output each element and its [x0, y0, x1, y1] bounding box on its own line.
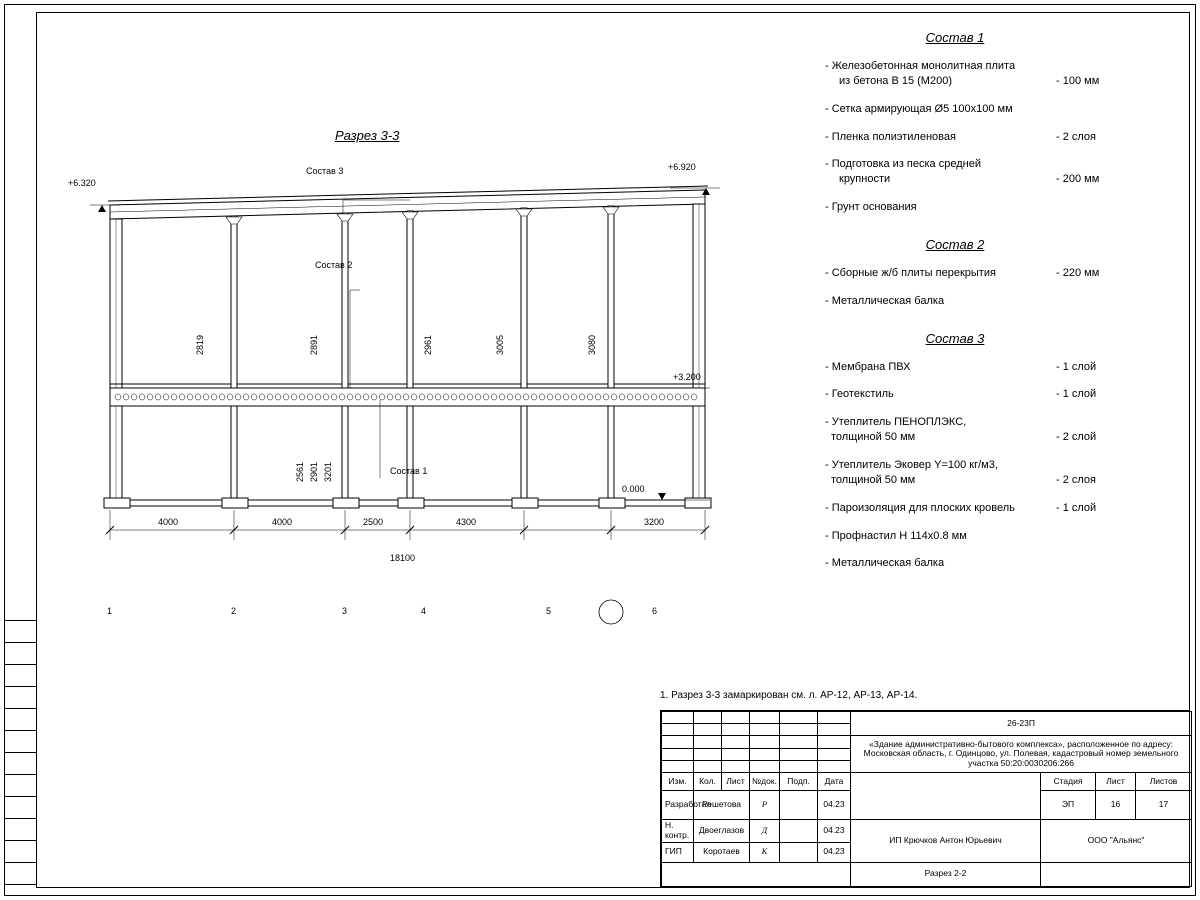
spec-row [825, 360, 1175, 375]
rev-cell [662, 712, 694, 724]
spec-block-1-title: Состав 1 [925, 30, 985, 45]
rev-cell [818, 760, 851, 772]
spec-item-name: - Металлическая балка [825, 557, 945, 570]
span-dim-1: 4000 [158, 517, 179, 527]
spec-item-value: - 2 слоя [1056, 130, 1097, 143]
rev-cell [818, 724, 851, 736]
spec-row [825, 59, 1175, 89]
spec-row [825, 529, 1175, 544]
name-norm-control: Двоеглазов [694, 819, 750, 842]
spec-item-line1: - Утеплитель ПЕНОПЛЭКС, [825, 416, 967, 429]
rev-cell [780, 712, 818, 724]
role-norm-control: Н. контр. [662, 819, 694, 842]
level-mark-zero: 0.000 [622, 484, 645, 494]
spec-block-2-title: Состав 2 [925, 236, 985, 252]
revision-box [4, 819, 36, 841]
rev-cell [722, 736, 750, 748]
label-sostav-3: Состав 3 [306, 166, 344, 176]
rev-cell [722, 712, 750, 724]
spec-item-value [1056, 294, 1146, 309]
section-drawing [60, 100, 760, 616]
span-dim-5: 3200 [644, 517, 665, 527]
rev-cell [662, 724, 694, 736]
spec-row [825, 130, 1175, 145]
rev-cell [780, 736, 818, 748]
title-block-table [661, 711, 1192, 887]
title-block [660, 710, 1190, 888]
level-mark-left: +6.320 [68, 178, 96, 188]
spec-item-value [1056, 200, 1146, 215]
name-gip: Коротаев [694, 842, 750, 862]
left-margin-revision-boxes [4, 620, 36, 892]
rev-cell [750, 712, 780, 724]
height-upper-1: 2819 [195, 334, 205, 355]
height-lower-1: 2561 [295, 461, 305, 482]
spec-item-value: - 2 слоя [1056, 473, 1097, 486]
height-upper-4: 3005 [495, 334, 505, 355]
date-developer: 04.23 [818, 790, 851, 819]
spec-item-line2: из бетона В 15 (М200) [839, 74, 952, 87]
height-upper-2: 2891 [309, 334, 319, 355]
revision-box [4, 665, 36, 687]
spec-item-line1: - Утеплитель Эковер Y=100 кг/м3, [825, 458, 998, 471]
height-upper-5: 3080 [587, 334, 597, 355]
rev-cell [750, 736, 780, 748]
rev-cell [662, 748, 694, 760]
spec-block-3-title: Состав 3 [925, 330, 985, 346]
date-norm-control: 04.23 [818, 819, 851, 842]
customer-name: ИП Крючков Антон Юрьевич [851, 819, 1041, 862]
spec-row [825, 102, 1175, 117]
revision-box [4, 775, 36, 797]
drawing-note: 1. Разрез 3-3 замаркирован см. л. АР-12, АР-13, АР-14. [660, 690, 918, 701]
rev-cell [818, 712, 851, 724]
axis-label-1: 1 [107, 606, 113, 616]
spec-item-name: - Мембрана ПВХ [825, 360, 911, 373]
spec-item-value: - 220 мм [1056, 266, 1100, 279]
blank-cell [780, 790, 818, 819]
rev-cell [750, 760, 780, 772]
revision-box [4, 863, 36, 885]
rev-cell [662, 736, 694, 748]
organization-name: ООО "Альянс" [1041, 819, 1192, 862]
header-lists-total: Листов [1136, 773, 1192, 791]
revision-box [4, 841, 36, 863]
axis-label-5: 5 [546, 606, 552, 616]
spec-item-name: - Сетка армирующая Ø5 100х100 мм [825, 102, 1013, 115]
role-developer: Разработал [662, 790, 694, 819]
spec-item-name [825, 458, 1056, 488]
blank-cell [851, 773, 1041, 820]
project-code: 26-23П [851, 712, 1192, 736]
spec-item-name [825, 59, 1056, 89]
span-dim-2: 4000 [272, 517, 293, 527]
spec-row [825, 157, 1175, 187]
level-mark-mid: +3.200 [673, 372, 701, 382]
spec-row [825, 200, 1175, 215]
rev-cell [694, 748, 722, 760]
spec-item-name: - Грунт основания [825, 201, 917, 214]
rev-cell [780, 748, 818, 760]
revision-box [4, 687, 36, 709]
blank-cell [662, 862, 851, 886]
revision-box [4, 621, 36, 643]
header-data: Дата [818, 773, 851, 791]
header-izm: Изм. [662, 773, 694, 791]
spec-item-name: - Сборные ж/б плиты перекрытия [825, 266, 996, 279]
header-podp: Подп. [780, 773, 818, 791]
revision-box [4, 731, 36, 753]
stage-value: ЭП [1041, 790, 1096, 819]
header-ndok: №док. [750, 773, 780, 791]
spec-row [825, 387, 1175, 402]
axis-label-3: 3 [342, 606, 348, 616]
signature-gip: К [750, 842, 780, 862]
rev-cell [750, 748, 780, 760]
height-upper-3: 2961 [423, 334, 433, 355]
level-mark-right: +6.920 [668, 162, 696, 172]
name-developer: Решетова [694, 790, 750, 819]
list-value: 16 [1096, 790, 1136, 819]
date-gip: 04.23 [818, 842, 851, 862]
blank-cell [1041, 862, 1192, 886]
height-lower-3: 3201 [323, 461, 333, 482]
spec-row [825, 458, 1175, 488]
role-gip: ГИП [662, 842, 694, 862]
spec-item-value [1056, 102, 1146, 117]
spec-item-line2: толщиной 50 мм [831, 431, 916, 444]
spec-item-name [825, 157, 1056, 187]
spec-item-value: - 100 мм [1056, 74, 1100, 87]
header-list-no: Лист [1096, 773, 1136, 791]
rev-cell [722, 724, 750, 736]
revision-box [4, 753, 36, 775]
rev-cell [818, 736, 851, 748]
header-list: Лист [722, 773, 750, 791]
spec-item-name: - Пароизоляция для плоских кровель [825, 501, 1015, 514]
revision-box [4, 797, 36, 819]
rev-cell [694, 760, 722, 772]
span-dim-4: 4300 [456, 517, 477, 527]
blank-cell [780, 819, 818, 842]
span-dim-3: 2500 [363, 517, 384, 527]
spec-row [825, 501, 1175, 516]
spec-item-name: - Профнастил Н 114х0.8 мм [825, 529, 967, 542]
rev-cell [780, 760, 818, 772]
spec-item-line1: - Подготовка из песка средней [825, 158, 981, 171]
object-name: «Здание административно-бытового комплекса», расположенное по адресу: Московская область, г. Одинцово, ул. Полевая, кадастровый номер земельного участка 50:20:0030206:266 [851, 736, 1192, 773]
rev-cell [694, 736, 722, 748]
spec-item-line1: - Железобетонная монолитная плита [825, 60, 1016, 72]
axis-label-4: 4 [421, 606, 427, 616]
spec-item-line2: крупности [839, 173, 891, 186]
label-sostav-1: Состав 1 [390, 466, 428, 476]
spec-item-name: - Металлическая балка [825, 294, 945, 307]
spec-item-value: - 1 слой [1056, 360, 1097, 373]
spec-item-value [1056, 529, 1146, 544]
sheet-title: Разрез 2-2 [851, 862, 1041, 886]
blank-cell [780, 842, 818, 862]
lists-value: 17 [1136, 790, 1192, 819]
specification-panel [825, 30, 1175, 589]
rev-cell [780, 724, 818, 736]
rev-cell [722, 760, 750, 772]
spec-block-2 [825, 237, 1175, 309]
height-lower-2: 2901 [309, 461, 319, 482]
spec-item-value [1056, 556, 1146, 571]
spec-item-value: - 2 слой [1056, 431, 1097, 444]
header-kol: Кол. [694, 773, 722, 791]
signature-norm-control: Д [750, 819, 780, 842]
rev-cell [694, 724, 722, 736]
spec-item-line2: толщиной 50 мм [831, 473, 916, 486]
spec-item-name: - Пленка полиэтиленовая [825, 130, 956, 143]
spec-item-name [825, 415, 1056, 445]
revision-box [4, 643, 36, 665]
spec-block-3 [825, 331, 1175, 572]
signature-developer: Р [750, 790, 780, 819]
axis-label-2: 2 [231, 606, 237, 616]
drawing-title: Разрез 3-3 [335, 128, 400, 143]
rev-cell [818, 748, 851, 760]
total-span-dim: 18100 [390, 553, 416, 563]
rev-cell [662, 760, 694, 772]
spec-item-value: - 200 мм [1056, 173, 1100, 186]
header-stage: Стадия [1041, 773, 1096, 791]
spec-item-value: - 1 слой [1056, 501, 1097, 514]
spec-item-name: - Геотекстиль [825, 388, 894, 401]
spec-item-value: - 1 слой [1056, 388, 1097, 401]
axis-label-6: 6 [652, 606, 658, 616]
revision-box [4, 709, 36, 731]
spec-row [825, 556, 1175, 571]
spec-row [825, 294, 1175, 309]
spec-row [825, 266, 1175, 281]
spec-block-1 [825, 30, 1175, 215]
label-sostav-2: Состав 2 [315, 260, 353, 270]
rev-cell [694, 712, 722, 724]
spec-row [825, 415, 1175, 445]
rev-cell [750, 724, 780, 736]
rev-cell [722, 748, 750, 760]
